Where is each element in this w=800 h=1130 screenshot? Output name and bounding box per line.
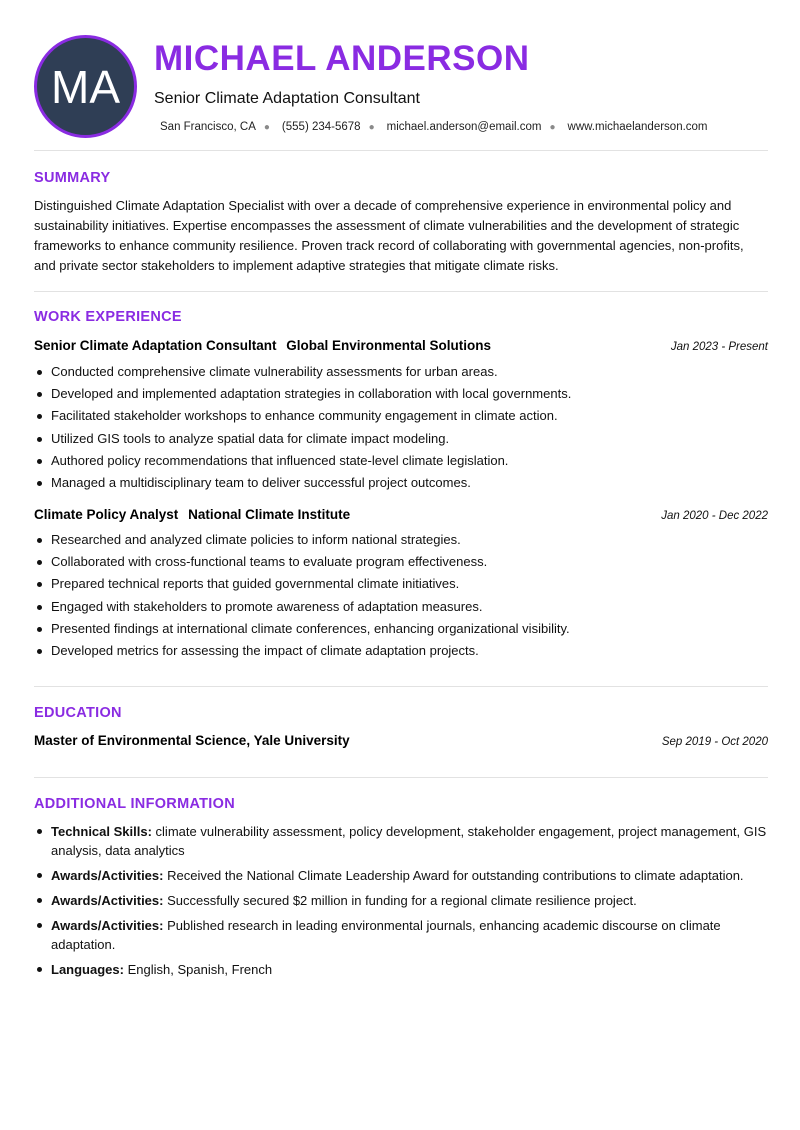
- job-company: National Climate Institute: [188, 507, 351, 522]
- avatar-initials: MA: [51, 60, 120, 113]
- job-header: [34, 338, 768, 356]
- job-title: Senior Climate Adaptation Consultant: [34, 338, 277, 353]
- job-title-line: [34, 507, 350, 522]
- job-bullet: Prepared technical reports that guided governmental climate initiatives.: [34, 575, 768, 597]
- education-heading: EDUCATION: [34, 705, 122, 721]
- additional-info-heading: ADDITIONAL INFORMATION: [34, 796, 235, 812]
- info-label: Awards/Activities:: [51, 893, 164, 908]
- section-divider: [34, 777, 768, 778]
- info-label: Technical Skills:: [51, 824, 152, 839]
- job-bullet: Developed and implemented adaptation strategies in collaboration with local governments.: [34, 385, 768, 407]
- contact-website[interactable]: www.michaelanderson.com: [567, 121, 708, 133]
- candidate-role: Senior Climate Adaptation Consultant: [154, 90, 420, 107]
- job-bullet: Researched and analyzed climate policies to inform national strategies.: [34, 531, 768, 553]
- resume-header: [34, 35, 768, 145]
- job-bullets: [34, 363, 768, 496]
- info-item: [34, 960, 768, 979]
- summary-heading: SUMMARY: [34, 170, 111, 186]
- info-item: [34, 891, 768, 910]
- info-label: Awards/Activities:: [51, 868, 164, 883]
- contact-location: San Francisco, CA: [160, 121, 256, 133]
- job-title-line: [34, 338, 491, 353]
- job-bullet: Collaborated with cross-functional teams to evaluate program effectiveness.: [34, 553, 768, 575]
- job-bullet: Managed a multidisciplinary team to deliver successful project outcomes.: [34, 474, 768, 496]
- job-title: Climate Policy Analyst: [34, 507, 179, 522]
- job-dates: Jan 2023 - Present: [670, 341, 768, 353]
- section-divider: [34, 291, 768, 292]
- info-text: English, Spanish, French: [127, 962, 273, 977]
- avatar: [34, 35, 137, 138]
- job-bullet: Developed metrics for assessing the impact of climate adaptation projects.: [34, 642, 768, 664]
- job-company: Global Environmental Solutions: [286, 338, 492, 353]
- contact-line: [160, 121, 708, 133]
- job-bullets: [34, 531, 768, 664]
- info-label: Languages:: [51, 962, 124, 977]
- job-bullet: Facilitated stakeholder workshops to enhance community engagement in climate action.: [34, 407, 768, 429]
- education-entry: [34, 733, 768, 751]
- job-bullet: Authored policy recommendations that influenced state-level climate legislation.: [34, 452, 768, 474]
- section-divider: [34, 686, 768, 687]
- info-item: [34, 822, 768, 860]
- info-item: [34, 866, 768, 885]
- job-bullet: Presented findings at international climate conferences, enhancing organizational visibility.: [34, 620, 768, 642]
- info-text: Successfully secured $2 million in funding for a regional climate resilience project.: [167, 893, 637, 908]
- section-divider: [34, 150, 768, 151]
- education-degree: Master of Environmental Science, Yale University: [34, 733, 350, 748]
- job-header: [34, 507, 768, 525]
- additional-info-list: [34, 822, 768, 985]
- separator-dot: ●: [263, 121, 270, 133]
- info-text: Published research in leading environmental journals, enhancing academic discourse on climate adaptation.: [51, 918, 721, 952]
- separator-dot: ●: [368, 121, 375, 133]
- info-label: Awards/Activities:: [51, 918, 164, 933]
- info-text: Received the National Climate Leadership Award for outstanding contributions to climate adaptation.: [167, 868, 744, 883]
- job-bullet: Conducted comprehensive climate vulnerability assessments for urban areas.: [34, 363, 768, 385]
- job-bullet: Engaged with stakeholders to promote awareness of adaptation measures.: [34, 598, 768, 620]
- info-item: [34, 916, 768, 954]
- job-dates: Jan 2020 - Dec 2022: [661, 510, 768, 522]
- job-bullet: Utilized GIS tools to analyze spatial data for climate impact modeling.: [34, 430, 768, 452]
- candidate-name: MICHAEL ANDERSON: [154, 39, 530, 78]
- contact-phone: (555) 234-5678: [281, 121, 361, 133]
- separator-dot: ●: [549, 121, 556, 133]
- info-text: climate vulnerability assessment, policy development, stakeholder engagement, project management, GIS analysis, data analytics: [51, 824, 767, 858]
- summary-text: Distinguished Climate Adaptation Specialist with over a decade of comprehensive experience in environmental policy and sustainability initiatives. Expertise encompasses the assessment of climate vulnerabilities and the development of strategic frameworks to enhance community resilience. Proven track record of collaborating with governmental agencies, non-profits, and private sector stakeholders to implement adaptive strategies that mitigate climate risks.: [34, 198, 744, 273]
- contact-email[interactable]: michael.anderson@email.com: [386, 121, 542, 133]
- work-experience-heading: WORK EXPERIENCE: [34, 309, 182, 325]
- education-dates: Sep 2019 - Oct 2020: [661, 736, 768, 748]
